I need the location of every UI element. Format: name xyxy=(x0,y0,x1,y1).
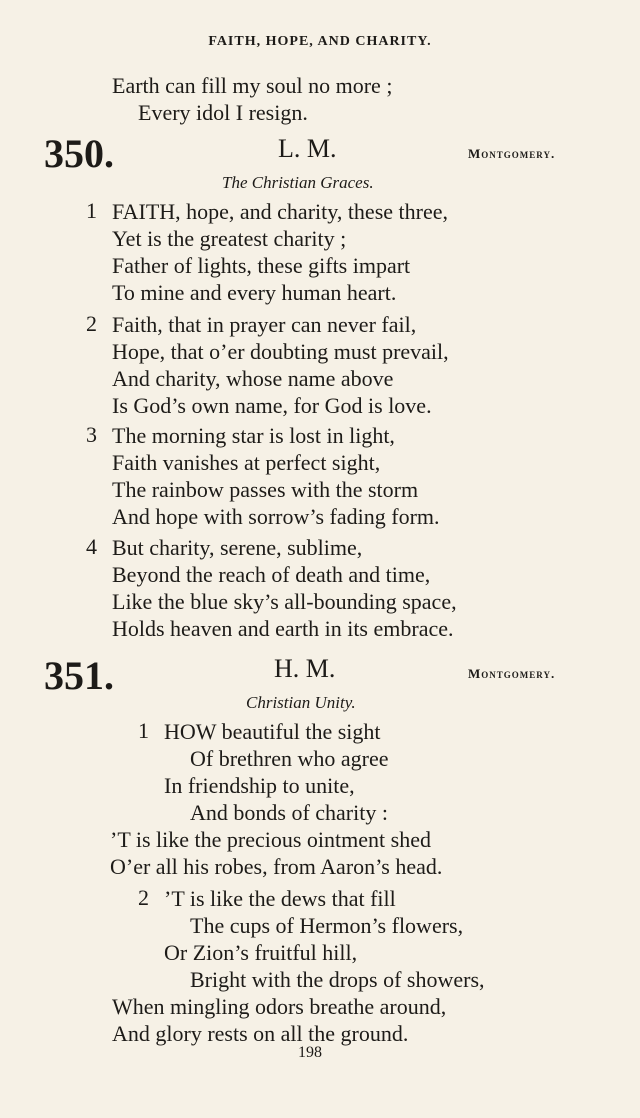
verse-line: To mine and every human heart. xyxy=(112,280,397,305)
verse-line: FAITH, hope, and charity, these three, xyxy=(112,199,448,224)
verse-line: Beyond the reach of death and time, xyxy=(112,562,431,587)
verse-line: Hope, that o’er doubting must prevail, xyxy=(112,339,449,364)
running-header: FAITH, HOPE, AND CHARITY. xyxy=(208,34,432,49)
hymn-author-350: Montgomery. xyxy=(468,146,556,161)
verse-line: Bright with the drops of showers, xyxy=(190,967,485,992)
verse-line: Or Zion’s fruitful hill, xyxy=(164,940,358,965)
verse-line: And bonds of charity : xyxy=(190,800,388,825)
verse-line: Holds heaven and earth in its embrace. xyxy=(112,616,454,641)
verse-line: ’T is like the precious ointment shed xyxy=(110,827,431,852)
verse-line: HOW beautiful the sight xyxy=(164,719,381,744)
verse-line: The cups of Hermon’s flowers, xyxy=(190,913,464,938)
verse-line: And glory rests on all the ground. xyxy=(112,1021,409,1046)
verse-line: The rainbow passes with the storm xyxy=(112,477,419,502)
verse-number: 3 xyxy=(86,422,97,447)
continued-line-2: Every idol I resign. xyxy=(138,100,308,125)
verse-line: Father of lights, these gifts impart xyxy=(112,253,411,278)
hymn-author-351: Montgomery. xyxy=(468,666,556,681)
hymn-meter-350: L. M. xyxy=(278,134,337,163)
verse-line: Faith vanishes at perfect sight, xyxy=(112,450,381,475)
verse-line: In friendship to unite, xyxy=(164,773,355,798)
verse-number: 2 xyxy=(86,311,97,336)
hymn-meter-351: H. M. xyxy=(274,654,336,683)
hymn-number-351: 351. xyxy=(44,653,114,698)
verse-line: And hope with sorrow’s fading form. xyxy=(112,504,440,529)
verse-line: And charity, whose name above xyxy=(112,366,394,391)
hymn-title-350: The Christian Graces. xyxy=(222,173,374,192)
verse-line: But charity, serene, sublime, xyxy=(112,535,363,560)
page-number: 198 xyxy=(298,1044,322,1061)
verse-number: 4 xyxy=(86,534,97,559)
verse-line: Is God’s own name, for God is love. xyxy=(112,393,432,418)
verse-line: Like the blue sky’s all-bounding space, xyxy=(112,589,457,614)
hymn-number-350: 350. xyxy=(44,131,114,176)
verse-line: O’er all his robes, from Aaron’s head. xyxy=(110,854,443,879)
verse-line: Yet is the greatest charity ; xyxy=(112,226,347,251)
verse-number: 1 xyxy=(86,198,97,223)
verse-number: 2 xyxy=(138,885,149,910)
verse-line: Faith, that in prayer can never fail, xyxy=(112,312,417,337)
verse-line: ’T is like the dews that fill xyxy=(164,886,396,911)
hymn-title-351: Christian Unity. xyxy=(246,693,356,712)
verse-line: Of brethren who agree xyxy=(190,746,389,771)
verse-number: 1 xyxy=(138,718,149,743)
verse-line: The morning star is lost in light, xyxy=(112,423,395,448)
continued-line-1: Earth can fill my soul no more ; xyxy=(112,73,393,98)
verse-line: When mingling odors breathe around, xyxy=(112,994,447,1019)
